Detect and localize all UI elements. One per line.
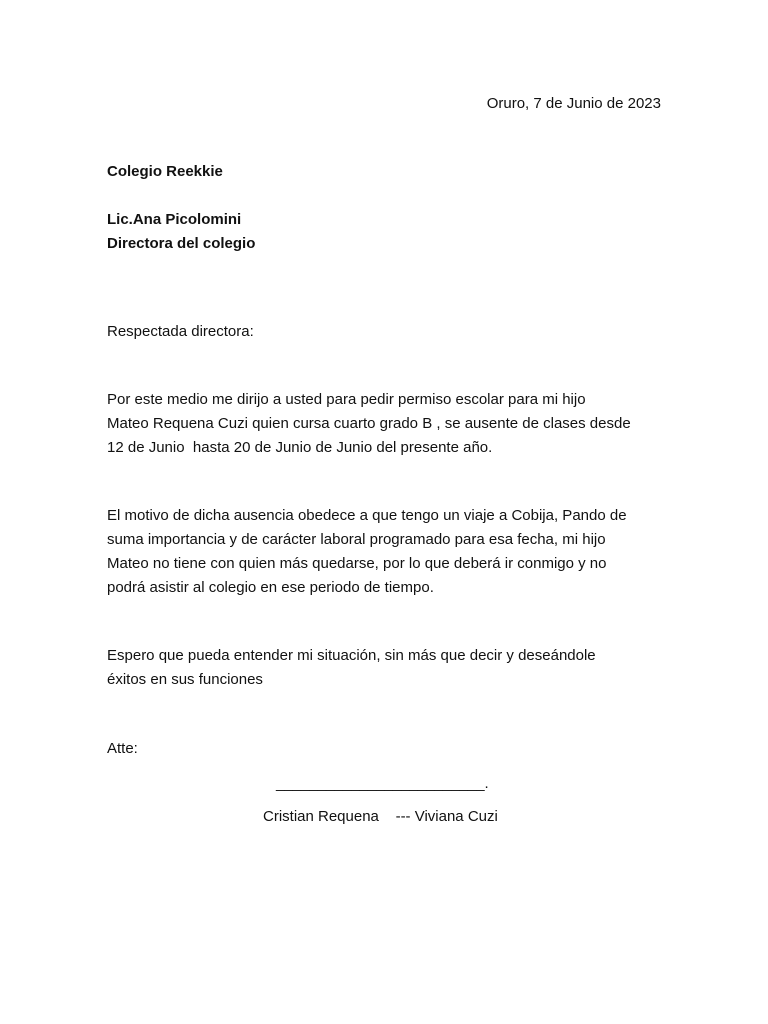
- paragraph-3-line-2: éxitos en sus funciones: [107, 671, 263, 688]
- paragraph-2-line-4: podrá asistir al colegio en ese periodo de tiempo.: [107, 579, 434, 596]
- paragraph-3-line-1: Espero que pueda entender mi situación, sin más que decir y deseándole: [107, 647, 596, 664]
- letter-date: Oruro, 7 de Junio de 2023: [486, 95, 661, 112]
- closing: Atte:: [107, 740, 138, 757]
- recipient-name: Lic.Ana Picolomini: [107, 211, 242, 228]
- paragraph-1-line-3: 12 de Junio hasta 20 de Junio de Junio del presente año.: [107, 439, 493, 456]
- paragraph-2-line-1: El motivo de dicha ausencia obedece a que tengo un viaje a Cobija, Pando de: [107, 507, 627, 524]
- paragraph-1-line-1: Por este medio me dirijo a usted para pedir permiso escolar para mi hijo: [107, 391, 586, 408]
- paragraph-2-line-3: Mateo no tiene con quien más quedarse, por lo que deberá ir conmigo y no: [107, 555, 607, 572]
- signature-line: _________________________.: [276, 775, 489, 792]
- recipient-school: Colegio Reekkie: [107, 163, 223, 180]
- salutation: Respectada directora:: [107, 323, 254, 340]
- recipient-role: Directora del colegio: [107, 235, 256, 252]
- paragraph-2-line-2: suma importancia y de carácter laboral programado para esa fecha, mi hijo: [107, 531, 606, 548]
- paragraph-1-line-2: Mateo Requena Cuzi quien cursa cuarto grado B , se ausente de clases desde: [107, 415, 631, 432]
- signers: Cristian Requena --- Viviana Cuzi: [263, 808, 498, 825]
